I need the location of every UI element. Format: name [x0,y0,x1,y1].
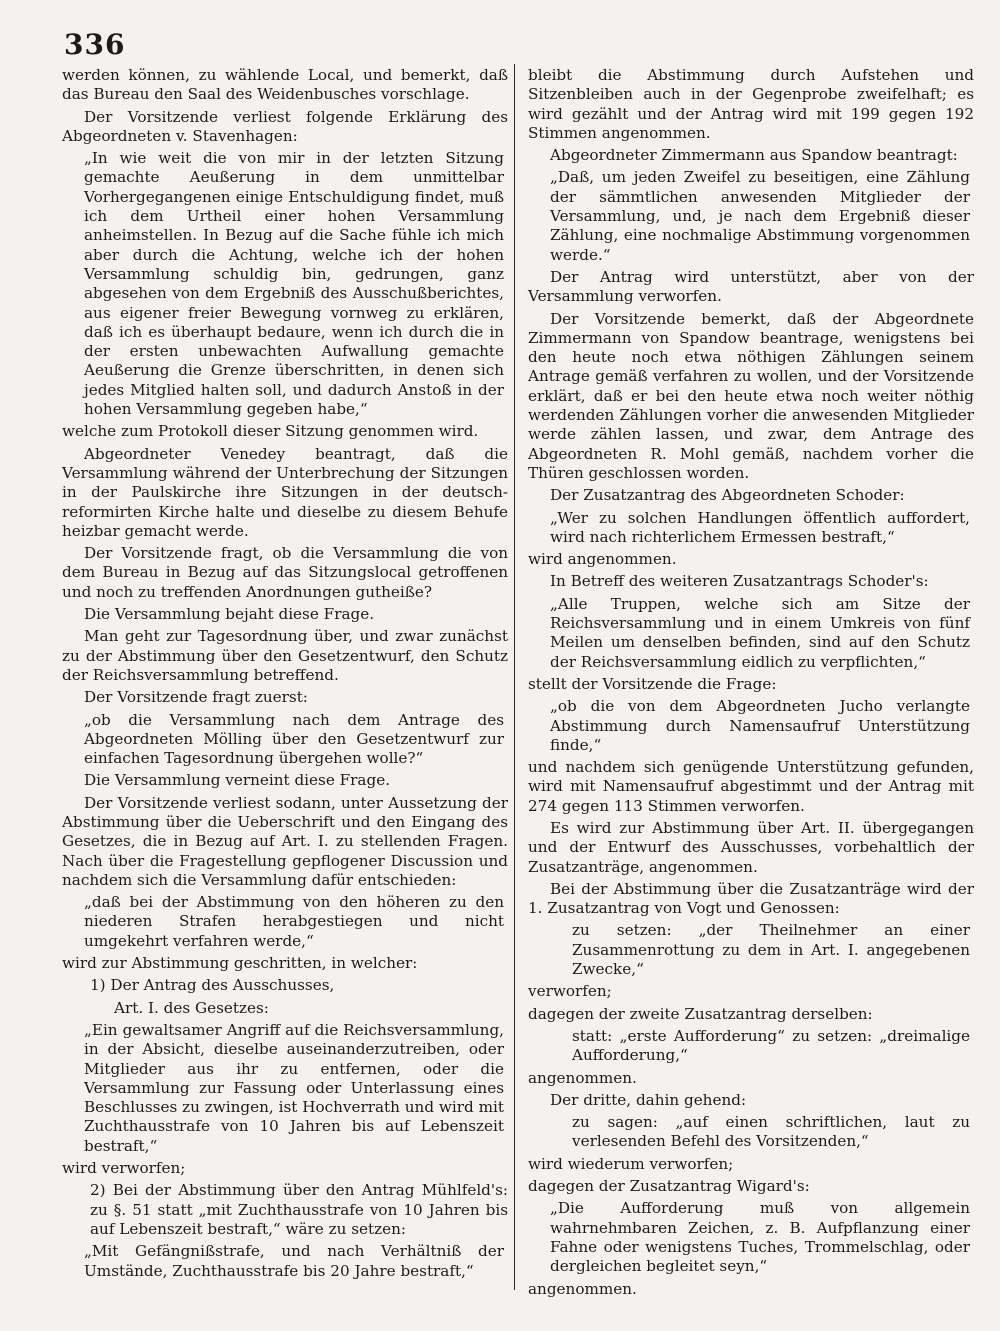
paragraph: Man geht zur Tagesordnung über, und zwar zunächst zu der Abstimmung über den Gesetzentwurf, den Schutz der Reichsversammlung betreffend. [62,627,508,684]
paragraph: Der Zusatzantrag des Abgeordneten Schoder: [550,486,905,505]
paragraph: Die Versammlung verneint diese Frage. [84,771,391,790]
quotation: „Die Aufforderung muß von allgemein wahrnehmbaren Zeichen, z. B. Aufpflanzung einer Fahne oder wenigstens Tuches, Trommelschlag, oder dergleichen begleitet seyn,“ [550,1199,970,1276]
quotation: zu setzen: „der Theilnehmer an einer Zusammenrottung zu dem in Art. I. angegebenen Zwecke,“ [572,921,970,979]
quotation: „Ein gewaltsamer Angriff auf die Reichsversammlung, in der Absicht, dieselbe auseinanderzutreiben, oder Mitglieder aus ihr zu entfernen, oder die Versammlung zur Fassung oder Unterlassung eines Beschlusses zu zwingen, ist Hochverrath und wird mit Zuchthausstrafe von 10 Jahren bis auf Lebenszeit bestraft,“ [84,1020,504,1155]
paragraph: Der Vorsitzende fragt zuerst: [84,688,308,707]
paragraph: Der Vorsitzende verliest folgende Erklärung des Abgeordneten v. Stavenhagen: [62,107,508,145]
paragraph: Der Vorsitzende bemerkt, daß der Abgeordnete Zimmermann von Spandow beantrage, wenigstens bei den heute noch etwa nöthigen Zählungen seinem Antrage gemäß verfahren zu wollen, und der Vorsitzende erklärt, daß er bei den heute etwa noch weiter nöthig werdenden Zählungen vorher die anwesenden Mitglieder werde zählen lassen, und zwar, dem Antrage des Abgeordneten R. Mohl gemäß, nachdem vorher die Thüren geschlossen worden. [528,309,974,482]
quotation: „Wer zu solchen Handlungen öffentlich auffordert, wird nach richterlichem Ermessen bestraft,“ [550,508,970,546]
paragraph: Der dritte, dahin gehend: [550,1090,747,1109]
quotation: „Alle Truppen, welche sich am Sitze der Reichsversammlung und in einem Umkreis von fünf Meilen um denselben befinden, sind auf den Schutz der Reichsversammlung eidlich zu verpflichten,“ [550,594,970,671]
page-number: 336 [64,28,126,61]
paragraph: wird zur Abstimmung geschritten, in welcher: [62,954,418,973]
quotation: „Mit Gefängnißstrafe, und nach Verhältniß der Umstände, Zuchthausstrafe bis 20 Jahre bestraft,“ [84,1242,504,1280]
paragraph: Der Vorsitzende verliest sodann, unter Aussetzung der Abstimmung über die Ueberschrift und den Eingang des Gesetzes, die in Bezug auf Art. I. zu stellenden Fragen. Nach über die Fragestellung gepflogener Discussion und nachdem sich die Versammlung dafür entschieden: [62,793,508,889]
quotation: „Daß, um jeden Zweifel zu beseitigen, eine Zählung der sämmtlichen anwesenden Mitglieder der Versammlung, und, je nach dem Ergebniß dieser Zählung, eine nochmalige Abstimmung vorgenommen werde.“ [550,168,970,264]
paragraph: Abgeordneter Zimmermann aus Spandow beantragt: [550,146,958,165]
paragraph: dagegen der zweite Zusatzantrag derselben: [528,1004,873,1023]
paragraph: welche zum Protokoll dieser Sitzung genommen wird. [62,422,479,441]
quotation: „In wie weit die von mir in der letzten Sitzung gemachte Aeußerung in dem unmittelbar Vorhergegangenen einige Entschuldigung findet, muß ich dem Urtheil einer hohen Versammlung anheimstellen. In Bezug auf die Sache fühle ich mich aber durch die Achtung, welche ich der hohen Versammlung schuldig bin, gedrungen, ganz abgesehen von dem Ergebniß des Ausschußberichtes, aus eigener freier Bewegung vornweg zu erklären, daß ich es überhaupt bedaure, wenn ich durch die in der ersten unbewachten Aufwallung gemachte Aeußerung die Grenze überschritten, in denen sich jedes Mitglied halten soll, und dadurch Anstoß in der hohen Versammlung gegeben habe,“ [84,149,504,419]
paragraph: stellt der Vorsitzende die Frage: [528,674,777,693]
paragraph: Abgeordneter Venedey beantragt, daß die Versammlung während der Unterbrechung der Sitzungen in der Paulskirche ihre Sitzungen in der deutsch-reformirten Kirche halte und dieselbe zu diesem Behufe heizbar gemacht werde. [62,444,508,540]
right-column [528,66,974,1302]
quotation: zu sagen: „auf einen schriftlichen, laut zu verlesenden Befehl des Vorsitzenden,“ [572,1113,970,1151]
paragraph: verworfen; [528,982,612,1001]
numbered-item: 1) Der Antrag des Ausschusses, [90,976,335,995]
paragraph: In Betreff des weiteren Zusatzantrags Schoder's: [550,572,929,591]
paragraph: werden können, zu wählende Local, und bemerkt, daß das Bureau den Saal des Weidenbusches vorschlage. [62,66,508,104]
paragraph: wird wiederum verworfen; [528,1154,734,1173]
paragraph: bleibt die Abstimmung durch Aufstehen und Sitzenbleiben auch in der Gegenprobe zweifelhaft; es wird gezählt und der Antrag wird mit 199 gegen 192 Stimmen angenommen. [528,66,974,142]
paragraph: Bei der Abstimmung über die Zusatzanträge wird der 1. Zusatzantrag von Vogt und Genossen: [528,879,974,918]
paragraph: angenommen. [528,1279,637,1298]
paragraph: wird angenommen. [528,550,677,569]
paragraph: Es wird zur Abstimmung über Art. II. übergegangen und der Entwurf des Ausschusses, vorbehaltlich der Zusatzanträge, angenommen. [528,818,974,876]
quotation: „ob die Versammlung nach dem Antrage des Abgeordneten Mölling über den Gesetzentwurf zur einfachen Tagesordnung übergehen wolle?“ [84,710,504,768]
paragraph: angenommen. [528,1068,637,1087]
quotation: „ob die von dem Abgeordneten Jucho verlangte Abstimmung durch Namensaufruf Unterstützung finde,“ [550,697,970,754]
paragraph: und nachdem sich genügende Unterstützung gefunden, wird mit Namensaufruf abgestimmt und der Antrag mit 274 gegen 113 Stimmen verworfen. [528,758,974,815]
article-heading: Art. I. des Gesetzes: [114,998,269,1017]
paragraph: wird verworfen; [62,1159,186,1178]
paragraph: Die Versammlung bejaht diese Frage. [84,605,375,624]
numbered-item: 2) Bei der Abstimmung über den Antrag Mühlfeld's: zu §. 51 statt „mit Zuchthausstrafe von 10 Jahren bis auf Lebenszeit bestraft,“ wäre zu setzen: [90,1181,508,1238]
column-divider [514,64,515,1290]
paragraph: dagegen der Zusatzantrag Wigard's: [528,1177,810,1196]
paragraph: Der Antrag wird unterstützt, aber von der Versammlung verworfen. [528,267,974,306]
quotation: „daß bei der Abstimmung von den höheren zu den niederen Strafen herabgestiegen und nicht umgekehrt verfahren werde,“ [84,893,504,950]
paragraph: Der Vorsitzende fragt, ob die Versammlung die von dem Bureau in Bezug auf das Sitzungslocal getroffenen und noch zu treffenden Anordnungen gutheiße? [62,544,508,601]
quotation: statt: „erste Aufforderung“ zu setzen: „dreimalige Aufforderung,“ [572,1026,970,1065]
left-column [62,66,508,1284]
